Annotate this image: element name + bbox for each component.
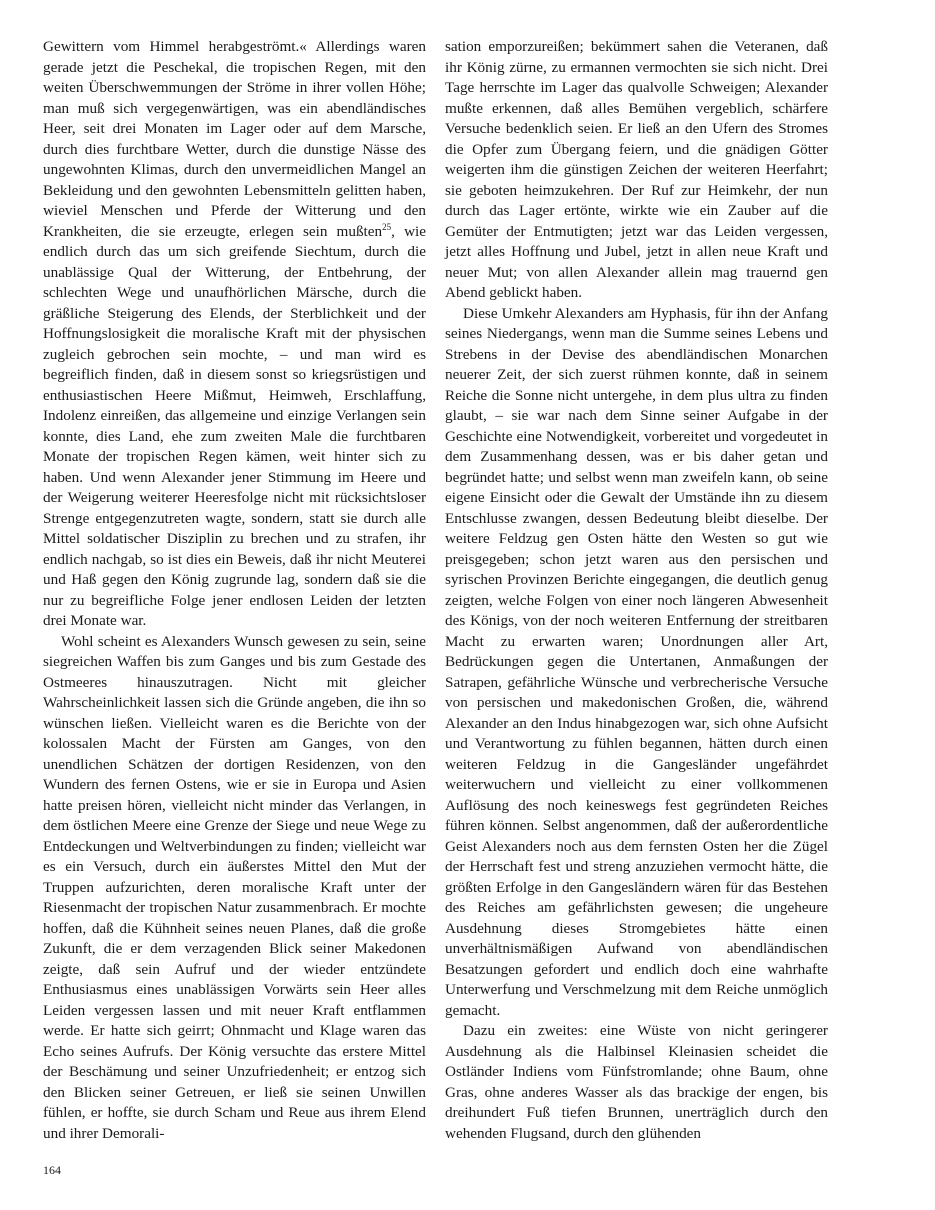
paragraph-text: Gewittern vom Himmel herabgeströmt.« Allerdings waren gerade jetzt die Peschekal, die tropischen Regen, mit den weiten Überschwemmungen der Ströme in ihrer vollen Höhe; man muß sich vergegenwärtigen, was ein abendländisches Heer, seit drei Monaten im Lager oder auf dem Marsche, durch dies furchtbare Wetter, durch die dunstige Nässe des ungewohnten Klimas, durch den unvermeidlichen Mangel an Bekleidung und den gewohnten Lebensmitteln gelitten haben, wieviel Menschen und Pferde der Witterung und den Krankheiten, die sie erzeugte, erlegen sein mußten — [43, 38, 426, 240]
paragraph: Wohl scheint es Alexanders Wunsch gewesen zu sein, seine siegreichen Waffen bis zum Ganges und bis zum Gestade des Ostmeeres hinauszutragen. Nicht mit gleicher Wahrscheinlichkeit lassen sich die Gründe angeben, die ihn so wünschen ließen. Vielleicht waren es die Berichte von der kolossalen Macht der Fürsten am Ganges, von den unendlichen Schätzen der dortigen Residenzen, von den Wundern des fernen Ostens, wie er sie in Europa und Asien hatte preisen hören, vielleicht nicht minder das Verlangen, in dem östlichen Meere eine Grenze der Siege und neue Wege zu Entdeckungen und Weltverbindungen zu finden; vielleicht war es ein Versuch, durch ein äußerstes Mittel den Mut der Truppen aufzurichten, deren moralische Kraft unter der Riesenmacht der tropischen Natur zusammenbrach. Er mochte hoffen, daß die Kühnheit seines neuen Planes, daß die große Zukunft, die er dem verzagenden Blick seiner Makedonen zeigte, daß sein Aufruf und der wieder entzündete Enthusiasmus eines unablässigen Vorwärts sein Heer alles Leiden vergessen lassen und mit neuer Kraft entflammen werde. Er hatte sich geirrt; Ohnmacht und Klage waren das Echo seines Aufrufs. Der König versuchte das erstere Mittel der Beschämung und seiner Unzufriedenheit; er entzog sich den Blicken seiner Getreuen, er ließ sie seinen Unwillen fühlen, er hoffte, sie durch Scham und Reue aus ihrem Elend und ihrer Demorali- — [43, 632, 426, 1142]
right-column — [445, 37, 828, 1144]
page-number: 164 — [43, 1163, 61, 1177]
paragraph: sation emporzureißen; bekümmert sahen die Veteranen, daß ihr König zürne, zu ermannen vermochten sie sich nicht. Drei Tage herrschte im Lager das qualvolle Schweigen; Alexander mußte erkennen, daß alles Bemühen vergeblich, schärfere Versuche bedenklich seien. Er ließ an den Ufern des Stromes die Opfer zum Übergang feiern, und die gnädigen Götter weigerten ihm die günstigen Zeichen der weiteren Heerfahrt; sie geboten heimzukehren. Der Ruf zur Heimkehr, der nun durch das Lager ertönte, wirkte wie ein Zauber auf die Gemüter der Entmutigten; jetzt war das Leiden vergessen, jetzt alles Hoffnung und Jubel, jetzt in allen neue Kraft und neuer Mut; von allen Alexander allein mag trauernd gen Abend geblickt haben. — [445, 38, 828, 301]
footnote-marker: 25 — [382, 221, 392, 232]
left-column — [43, 37, 426, 1144]
paragraph — [43, 37, 426, 632]
paragraph: Diese Umkehr Alexanders am Hyphasis, für ihn der Anfang seines Niedergangs, wenn man die Summe seines Lebens und Strebens in der Devise des abendländischen Monarchen neuerer Zeit, der sich zuerst rühmen konnte, daß in seinem Reiche die Sonne nicht untergehe, in dem plus ultra zu finden glaubt, – sie war nach dem Sinne seiner Aufgabe in der Geschichte eine Notwendigkeit, vorbereitet und vorgedeutet in dem Zusammenhang dessen, was er bis daher getan und begründet hatte; und selbst wenn man zweifeln kann, ob seine eigene Einsicht oder die Gewalt der Umstände ihn zu diesem Entschlusse zwangen, dessen Bedeutung bleibt dieselbe. Der weitere Feldzug gen Osten hätte den Westen so gut wie preisgegeben; schon jetzt waren aus den persischen und syrischen Provinzen Berichte eingegangen, die deutlich genug zeigten, welche Folgen von einer noch längeren Abwesenheit des Königs, von der noch weiteren Entfernung der streitbaren Macht zu erwarten waren; Unordnungen aller Art, Bedrückungen gegen die Untertanen, Anmaßungen der Satrapen, gefährliche Wünsche und verbrecherische Versuche von persischen und makedonischen Großen, die, während Alexander an den Indus hinabgezogen war, sich ohne Aufsicht und Verantwortung zu fühlen begannen, hätten durch einen weiteren Feldzug in die Gangesländer ungefährdet weiterwuchern und vielleicht zu einer vollkommenen Auflösung des noch keineswegs fest gegründeten Reiches führen können. Selbst angenommen, daß der außerordentliche Geist Alexanders noch aus dem fernsten Osten her die Zügel der Herrschaft fest und streng anzuziehen vermocht hätte, die größten Erfolge in den Gangesländern wären für das Bestehen des Reiches am gefährlichsten gewesen; die ungeheure Ausdehnung dieses Stromgebietes hätte einen unverhältnismäßigen Aufwand von abendländischen Besatzungen gefordert und endlich doch eine wahrhafte Unterwerfung und Verschmelzung mit dem Reiche unmöglich gemacht. — [445, 304, 828, 1019]
paragraph-text: , wie endlich durch das um sich greifende Siechtum, durch die unablässige Qual der Witterung, der Entbehrung, der schlechten Wege und unaufhörlichen Märsche, durch die gräßliche Steigerung des Elends, der Sterblichkeit und der Hoffnungslosigkeit die moralische Kraft mit der physischen zugleich gebrochen sein mochte, – und man wird es begreiflich finden, daß in diesem sonst so kriegsrüstigen und enthusiastischen Heere Mißmut, Heimweh, Erschlaffung, Indolenz einreißen, das allgemeine und einzige Verlangen sein konnte, dies Land, ehe zum zweiten Male die furchtbaren Monate der tropischen Regen kämen, weit hinter sich zu haben. Und wenn Alexander jener Stimmung im Heere und der Weigerung weiterer Heeresfolge nicht mit rücksichtsloser Strenge entgegenzutreten wagte, sondern, statt sie durch alle Mittel soldatischer Disziplin zu brechen und zu strafen, ihr endlich nachgab, so ist dies ein Beweis, daß ihr nicht Meuterei und Haß gegen den König zugrunde lag, sondern daß sie die nur zu begreifliche Folge jener endlosen Leiden der letzten drei Monate war. — [43, 222, 426, 629]
paragraph: Dazu ein zweites: eine Wüste von nicht geringerer Ausdehnung als die Halbinsel Kleinasien scheidet die Ostländer Indiens vom Fünfstromlande; ohne Baum, ohne Gras, ohne anderes Wasser als das brackige der engen, bis dreihundert Fuß tiefen Brunnen, unerträglich durch den wehenden Flugsand, durch den glühenden — [445, 1022, 828, 1142]
